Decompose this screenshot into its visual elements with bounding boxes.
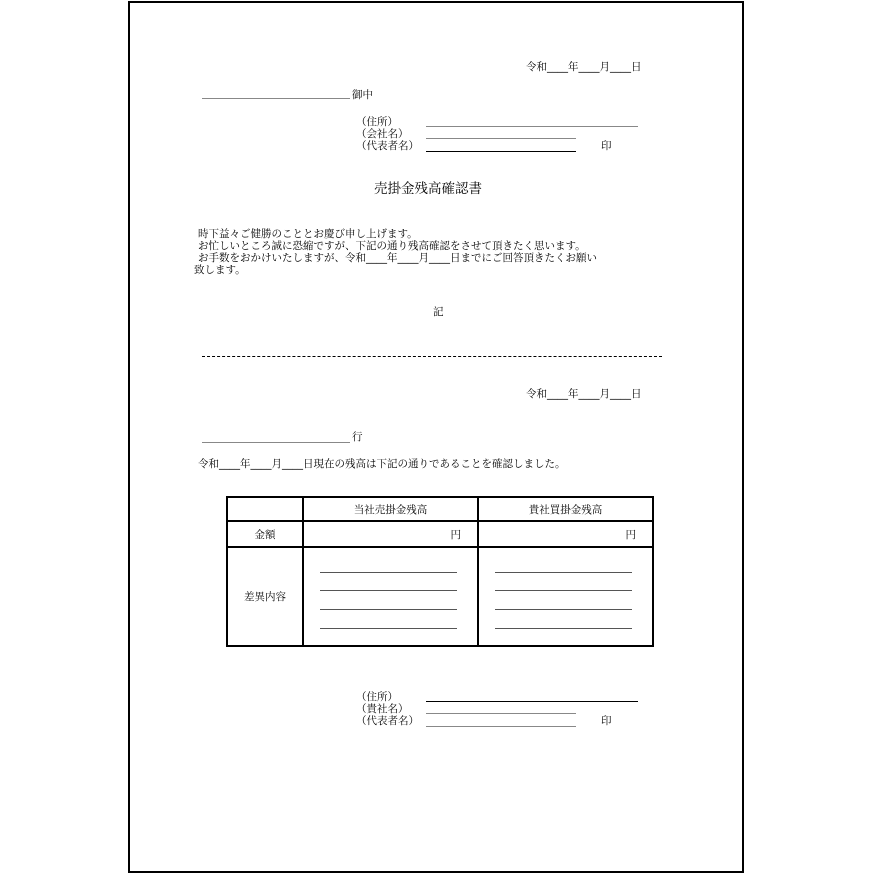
sender-rep-line xyxy=(426,151,576,152)
diff-line xyxy=(495,572,632,573)
sender-company-line xyxy=(426,138,576,139)
sender-address-line xyxy=(426,126,638,127)
reply-rep-line xyxy=(426,726,576,727)
diff-line xyxy=(320,628,457,629)
col-our-receivable: 当社売掛金残高 xyxy=(303,497,478,521)
body-line-3: お手数をおかけいたしますが、令和____年____月____日までにご回答頂きたくお願い xyxy=(198,252,597,264)
table-corner xyxy=(227,497,303,521)
ki-heading: 記 xyxy=(433,306,444,318)
body-line-4: 致します。 xyxy=(194,264,246,276)
sender-rep-label: （代表者名） xyxy=(356,140,419,152)
body-line-1: 時下益々ご健勝のこととお慶び申し上げます。 xyxy=(198,228,418,240)
reply-address-label: （住所） xyxy=(356,691,398,703)
reply-company-label: （貴社名） xyxy=(356,703,409,715)
reply-rep-label: （代表者名） xyxy=(356,715,419,727)
diff-line xyxy=(495,628,632,629)
col-your-payable: 貴社買掛金残高 xyxy=(478,497,653,521)
sender-address-label: （住所） xyxy=(356,116,398,128)
issue-date: 令和____年____月____日 xyxy=(526,61,642,73)
body-line-2: お忙しいところ誠に恐縮ですが、下記の通り残高確認をさせて頂きたく思います。 xyxy=(198,240,586,252)
diff-your-cell xyxy=(478,547,653,646)
sender-seal: 印 xyxy=(601,140,612,152)
diff-line xyxy=(495,590,632,591)
cut-line xyxy=(202,356,662,357)
reply-to-suffix: 行 xyxy=(352,431,363,443)
amount-your-yen: 円 xyxy=(478,521,653,547)
diff-line xyxy=(495,609,632,610)
amount-our-yen: 円 xyxy=(303,521,478,547)
diff-line xyxy=(320,572,457,573)
sender-company-label: （会社名） xyxy=(356,128,409,140)
reply-address-line xyxy=(426,701,638,702)
diff-line xyxy=(320,590,457,591)
document-title: 売掛金残高確認書 xyxy=(374,181,482,197)
diff-our-cell xyxy=(303,547,478,646)
reply-date: 令和____年____月____日 xyxy=(526,388,642,400)
row-diff-label: 差異内容 xyxy=(227,547,303,646)
table-row xyxy=(227,521,653,547)
table-row xyxy=(227,497,653,521)
recipient-line xyxy=(202,98,350,99)
document-page xyxy=(128,1,744,873)
recipient-suffix: 御中 xyxy=(352,89,373,101)
balance-table xyxy=(226,496,654,647)
table-row xyxy=(227,547,653,646)
reply-to-line xyxy=(202,442,350,443)
diff-line xyxy=(320,609,457,610)
row-amount-label: 金額 xyxy=(227,521,303,547)
reply-seal: 印 xyxy=(601,715,612,727)
reply-company-line xyxy=(426,713,576,714)
reply-statement: 令和____年____月____日現在の残高は下記の通りであることを確認しました。 xyxy=(198,458,566,470)
